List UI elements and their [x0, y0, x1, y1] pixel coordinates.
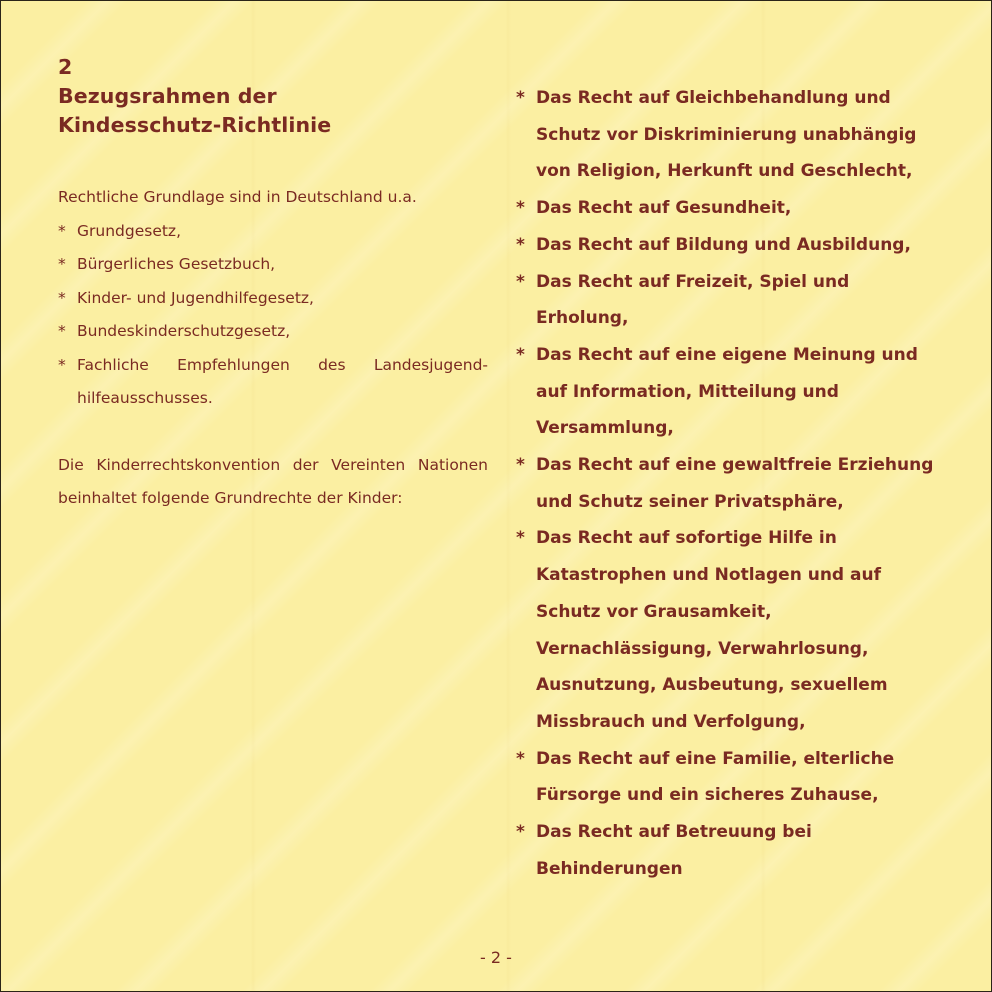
bullet-star-icon: * — [58, 355, 66, 374]
bullet-star-icon: * — [516, 234, 525, 255]
bullet-star-icon: * — [58, 288, 66, 307]
right-item: * Das Recht auf Gleichbehandlung und Schutz vor Diskriminierung unabhängig von Religion, Herkunft und Geschlecht, — [516, 80, 936, 190]
bullet-star-icon: * — [58, 322, 66, 340]
section-heading — [58, 53, 488, 140]
section-title-line1: Bezugsrahmen der — [58, 84, 277, 108]
legal-basis-intro: Rechtliche Grundlage sind in Deutschland u.a. — [58, 188, 417, 206]
bullet-star-icon: * — [516, 528, 525, 549]
right-item: * Das Recht auf Bildung und Ausbildung, — [516, 227, 936, 264]
bullet-star-icon: * — [516, 822, 525, 843]
bullet-star-icon: * — [516, 344, 525, 365]
law-item: * Bundeskinderschutzgesetz, — [58, 315, 488, 349]
law-item: * Grundgesetz, — [58, 215, 488, 249]
bullet-star-icon: * — [516, 88, 525, 108]
bullet-star-icon: * — [516, 455, 525, 476]
law-item: * Kinder- und Jugendhilfegesetz, — [58, 282, 488, 316]
bullet-star-icon: * — [58, 221, 66, 240]
bullet-star-icon: * — [516, 748, 525, 769]
right-item: * Das Recht auf Betreuung bei Behinderungen — [516, 814, 936, 887]
right-item: * Das Recht auf eine eigene Meinung und auf Information, Mitteilung und Versammlung, — [516, 337, 936, 447]
page-number: - 2 - — [480, 948, 512, 967]
right-column — [516, 80, 936, 887]
law-list — [58, 215, 488, 416]
bullet-star-icon: * — [516, 198, 525, 219]
bullet-star-icon: * — [58, 255, 66, 273]
section-number: 2 — [58, 55, 73, 79]
convention-paragraph: Die Kinderrechtskonvention der Vereinten Nationen beinhaltet folgende Grundrechte der Kinder: — [58, 455, 488, 507]
right-item: * Das Recht auf sofortige Hilfe in Katastrophen und Notlagen und auf Schutz vor Grausamkeit, Vernachlässigung, Verwahrlosung, Ausnutzung, Ausbeutung, sexuellem Missbrauch und Verfolgung, — [516, 520, 936, 740]
bullet-star-icon: * — [516, 271, 525, 292]
law-item: * Bürgerliches Gesetzbuch, — [58, 248, 488, 282]
left-column — [58, 53, 488, 516]
right-item: * Das Recht auf eine Familie, elterliche Fürsorge und ein sicheres Zuhause, — [516, 741, 936, 814]
right-item: * Das Recht auf Freizeit, Spiel und Erholung, — [516, 264, 936, 337]
section-title-line2: Kindesschutz-Richtlinie — [58, 113, 332, 137]
rights-list — [516, 80, 936, 887]
right-item: * Das Recht auf Gesundheit, — [516, 190, 936, 227]
right-item: * Das Recht auf eine gewaltfreie Erziehung und Schutz seiner Privatsphäre, — [516, 447, 936, 520]
law-item: * Fachliche Empfehlungen des Landesjugend-hilfeausschusses. — [58, 349, 488, 416]
